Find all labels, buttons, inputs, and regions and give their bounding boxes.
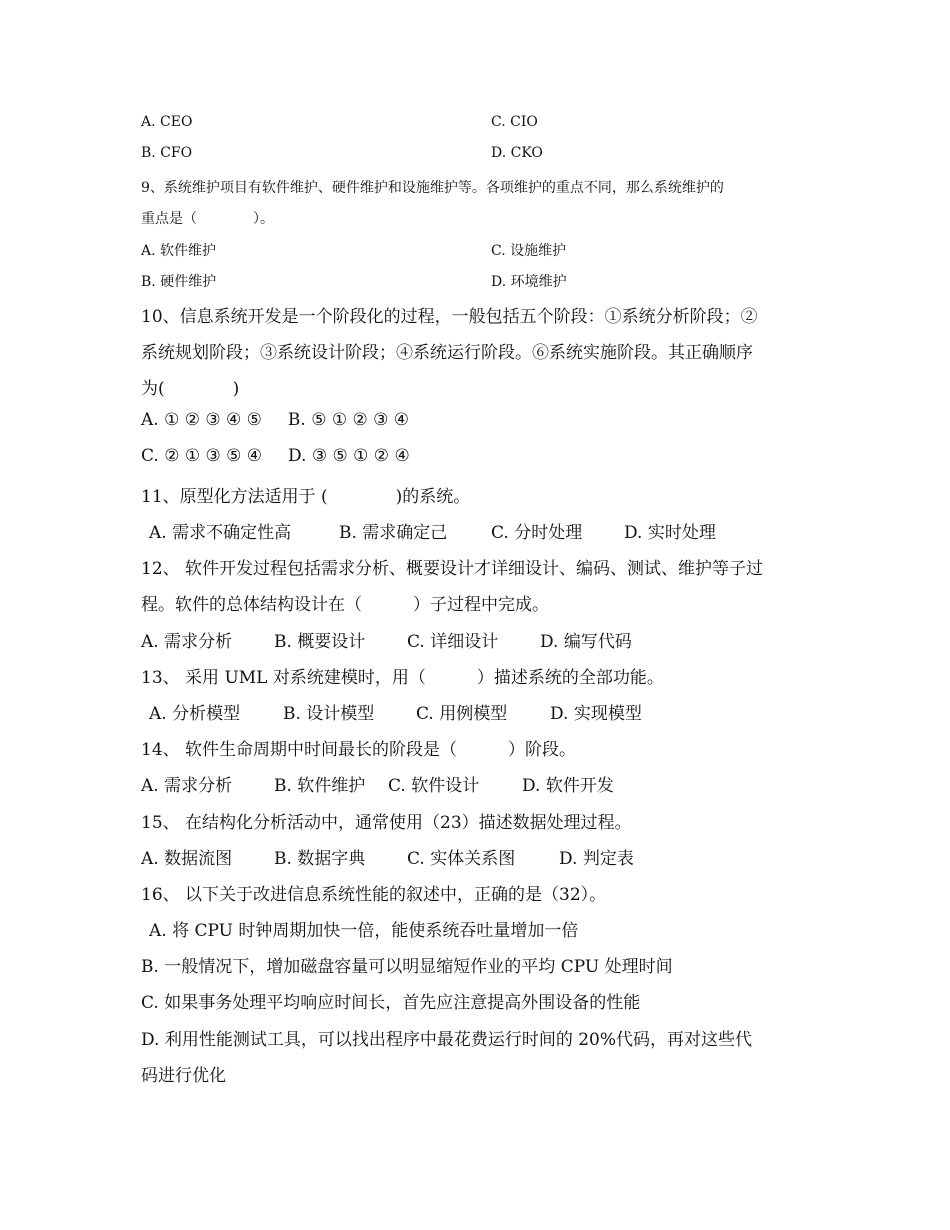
q11-option-c: C. 分时处理 — [491, 523, 583, 543]
q15-option-b: B. 数据字典 — [274, 849, 366, 869]
q10-option-a: A. ① ② ③ ④ ⑤ — [141, 410, 262, 430]
q16-option-c: C. 如果事务处理平均响应时间长，首先应注意提高外围设备的性能 — [141, 993, 641, 1013]
q16-option-d-line2: 码进行优化 — [141, 1066, 226, 1086]
q12-stem-line1: 12、 软件开发过程包括需求分析、概要设计才详细设计、编码、测试、维护等子过 — [141, 559, 764, 579]
q15-option-a: A. 数据流图 — [141, 849, 233, 869]
q16-option-a: A. 将 CPU 时钟周期加快一倍，能使系统吞吐量增加一倍 — [149, 921, 579, 941]
q11-option-a: A. 需求不确定性高 — [149, 523, 292, 543]
q13-option-d: D. 实现模型 — [550, 704, 642, 724]
q11-option-b: B. 需求确定己 — [339, 523, 448, 543]
q11-option-d: D. 实时处理 — [624, 523, 716, 543]
q15-option-c: C. 实体关系图 — [407, 849, 516, 869]
q9-option-c: C. 设施维护 — [491, 243, 567, 259]
q9-option-b: B. 硬件维护 — [141, 274, 217, 290]
q10-options-row2 — [141, 446, 410, 466]
q16-option-d-line1: D. 利用性能测试工具，可以找出程序中最花费运行时间的 20%代码，再对这些代 — [141, 1030, 753, 1050]
q11-stem: 11、原型化方法适用于 ( )的系统。 — [141, 487, 471, 507]
q14-option-a: A. 需求分析 — [141, 776, 233, 796]
q8-option-b: B. CFO — [141, 145, 193, 161]
q8-option-a: A. CEO — [141, 114, 193, 130]
q9-option-a: A. 软件维护 — [141, 243, 217, 259]
q13-option-a: A. 分析模型 — [149, 704, 241, 724]
q12-option-c: C. 详细设计 — [407, 632, 499, 652]
q10-stem-line3: 为( ) — [141, 379, 240, 399]
q10-option-d: D. ③ ⑤ ① ② ④ — [288, 446, 410, 466]
q12-option-b: B. 概要设计 — [274, 632, 366, 652]
q10-stem-line1: 10、信息系统开发是一个阶段化的过程，一般包括五个阶段：①系统分析阶段；② — [141, 307, 758, 327]
q14-option-d: D. 软件开发 — [522, 776, 614, 796]
q14-option-b: B. 软件维护 — [274, 776, 366, 796]
q10-stem-line2: 系统规划阶段；③系统设计阶段；④系统运行阶段。⑥系统实施阶段。其正确顺序 — [141, 343, 753, 363]
q13-option-b: B. 设计模型 — [283, 704, 375, 724]
q9-stem-line1: 9、系统维护项目有软件维护、硬件维护和设施维护等。各项维护的重点不同，那么系统维护的 — [141, 180, 724, 196]
q12-option-a: A. 需求分析 — [141, 632, 233, 652]
q9-stem-line2: 重点是（ ）。 — [141, 211, 274, 227]
q8-option-d: D. CKO — [491, 145, 543, 161]
q14-option-c: C. 软件设计 — [388, 776, 480, 796]
q14-stem: 14、 软件生命周期中时间最长的阶段是（ ）阶段。 — [141, 740, 577, 760]
q9-option-d: D. 环境维护 — [491, 274, 567, 290]
q15-stem: 15、 在结构化分析活动中，通常使用（23）描述数据处理过程。 — [141, 813, 632, 833]
q12-option-d: D. 编写代码 — [540, 632, 632, 652]
q15-option-d: D. 判定表 — [559, 849, 634, 869]
q8-option-c: C. CIO — [491, 114, 538, 130]
q16-option-b: B. 一般情况下，增加磁盘容量可以明显缩短作业的平均 CPU 处理时间 — [141, 957, 673, 977]
q13-option-c: C. 用例模型 — [416, 704, 508, 724]
q13-stem: 13、 采用 UML 对系统建模时，用（ ）描述系统的全部功能。 — [141, 668, 664, 688]
q10-option-b: B. ⑤ ① ② ③ ④ — [287, 410, 410, 430]
q12-stem-line2: 程。软件的总体结构设计在（ ）子过程中完成。 — [141, 595, 549, 615]
q10-options-row1 — [141, 410, 409, 430]
q10-option-c: C. ② ① ③ ⑤ ④ — [141, 446, 263, 466]
q16-stem: 16、 以下关于改进信息系统性能的叙述中，正确的是（32）。 — [141, 885, 607, 905]
